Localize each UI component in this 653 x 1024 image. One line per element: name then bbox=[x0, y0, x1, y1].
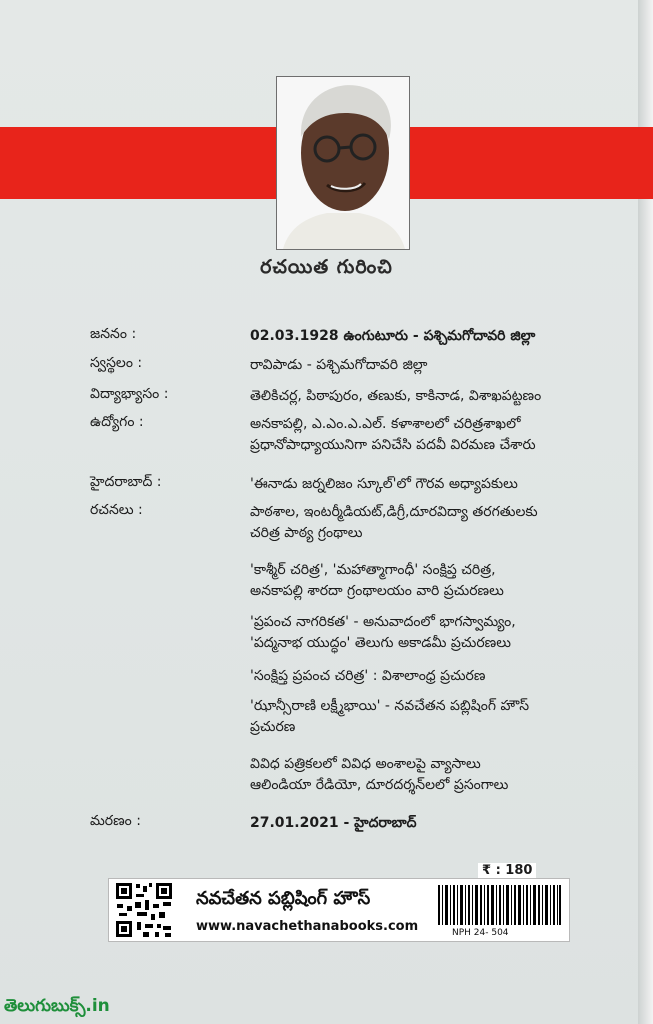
qr-code bbox=[113, 880, 175, 940]
info-label: జననం : bbox=[90, 326, 137, 342]
price-label: ₹ : 180 bbox=[478, 863, 536, 878]
info-label: రచనలు : bbox=[90, 502, 143, 518]
publisher-name: నవచేతన పబ్లిషింగ్ హౌస్ bbox=[196, 888, 371, 909]
info-label: ఉద్యోగం : bbox=[90, 414, 144, 430]
info-label: విద్యాభ్యాసం : bbox=[90, 386, 169, 402]
info-value: పాఠశాల, ఇంటర్మీడియట్,డిగ్రీ,దూరవిద్యా తరగతులకు చరిత్ర పాఠ్య గ్రంథాలు bbox=[250, 504, 538, 541]
info-value: 27.01.2021 - హైదరాబాద్ bbox=[250, 815, 417, 831]
info-value: అనకాపల్లి, ఎ.ఎం.ఎ.ఎల్. కళాశాలలో చరిత్రశాఖలో ప్రధానోపాధ్యాయునిగా పనిచేసి పదవీ విరమణ చేశారు bbox=[250, 416, 536, 453]
info-value: 'ఝాన్సీరాణి లక్ష్మీభాయి' - నవచేతన పబ్లిషింగ్ హౌస్ ప్రచురణ bbox=[250, 698, 530, 735]
info-value: 'కాశ్మీర్ చరిత్ర', 'మహాత్మాగాంధీ' సంక్షిప్త చరిత్ర, అనకాపల్లి శారదా గ్రంథాలయం వారి ప్రచురణలు bbox=[250, 562, 504, 599]
barcode-code: NPH 24- 504 bbox=[452, 928, 509, 938]
info-value: 'సంక్షిప్త ప్రపంచ చరిత్ర' : విశాలాంధ్ర ప్రచురణ bbox=[250, 668, 486, 684]
info-value: 'ప్రపంచ నాగరికత' - అనువాదంలో భాగస్వామ్యం, 'పద్మనాభ యుద్ధం' తెలుగు అకాడమీ ప్రచురణలు bbox=[250, 614, 516, 651]
section-title: రచయిత గురించి bbox=[260, 256, 393, 278]
publisher-website[interactable]: www.navachethanabooks.com bbox=[196, 919, 419, 934]
info-value: రావిపాడు - పశ్చిమగోదావరి జిల్లా bbox=[250, 357, 428, 373]
barcode bbox=[434, 883, 564, 925]
site-watermark: తెలుగుబుక్స్.in bbox=[4, 996, 110, 1016]
info-value: వివిధ పత్రికలలో వివిధ అంశాలపై వ్యాసాలు ఆలిండియా రేడియో, దూరదర్శన్‌లలో ప్రసంగాలు bbox=[250, 756, 509, 793]
info-value: 02.03.1928 ఉంగుటూరు - పశ్చిమగోదావరి జిల్లా bbox=[250, 328, 536, 344]
info-label: హైదరాబాద్ : bbox=[90, 474, 162, 490]
info-label: స్వస్థలం : bbox=[90, 355, 143, 371]
info-value: 'ఈనాడు జర్నలిజం స్కూల్'లో గౌరవ అధ్యాపకులు bbox=[250, 476, 518, 492]
info-value: తెలికిచర్ల, పిఠాపురం, తణుకు, కాకినాడ, విశాఖపట్టణం bbox=[250, 388, 542, 404]
info-label: మరణం : bbox=[90, 813, 141, 829]
author-photo bbox=[276, 76, 410, 250]
